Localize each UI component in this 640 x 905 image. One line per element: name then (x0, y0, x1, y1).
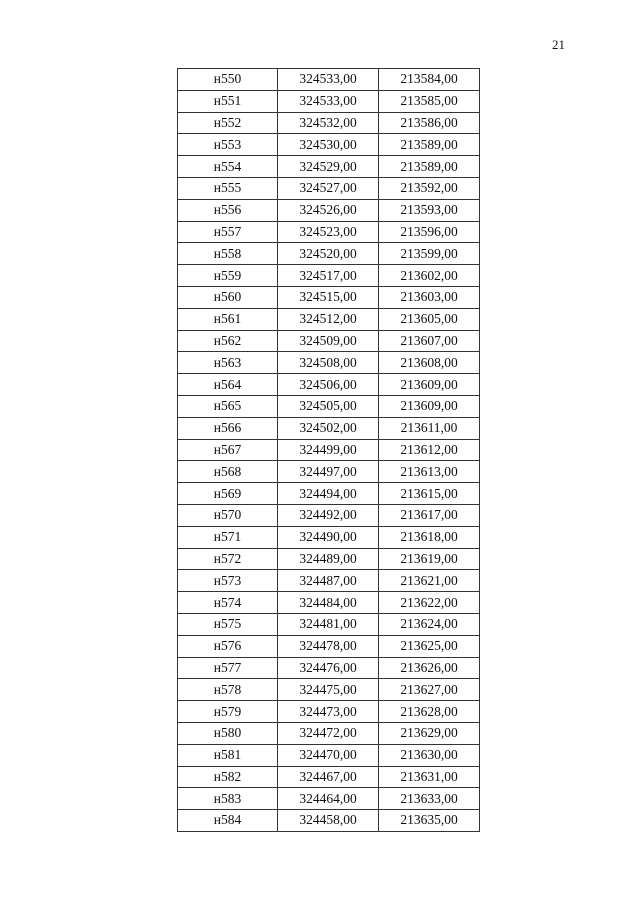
x-coordinate-cell: 324517,00 (278, 265, 379, 287)
table-row (178, 439, 480, 461)
point-id-cell: н577 (178, 657, 278, 679)
table-row (178, 657, 480, 679)
table-row (178, 526, 480, 548)
point-id-cell: н570 (178, 504, 278, 526)
point-id-cell: н563 (178, 352, 278, 374)
y-coordinate-cell: 213613,00 (379, 461, 480, 483)
y-coordinate-cell: 213585,00 (379, 90, 480, 112)
y-coordinate-cell: 213599,00 (379, 243, 480, 265)
y-coordinate-cell: 213627,00 (379, 679, 480, 701)
y-coordinate-cell: 213624,00 (379, 613, 480, 635)
y-coordinate-cell: 213633,00 (379, 788, 480, 810)
y-coordinate-cell: 213622,00 (379, 592, 480, 614)
x-coordinate-cell: 324490,00 (278, 526, 379, 548)
table-row (178, 461, 480, 483)
x-coordinate-cell: 324464,00 (278, 788, 379, 810)
y-coordinate-cell: 213589,00 (379, 156, 480, 178)
point-id-cell: н560 (178, 286, 278, 308)
point-id-cell: н561 (178, 308, 278, 330)
table-row (178, 330, 480, 352)
y-coordinate-cell: 213625,00 (379, 635, 480, 657)
x-coordinate-cell: 324470,00 (278, 744, 379, 766)
table-row (178, 134, 480, 156)
y-coordinate-cell: 213628,00 (379, 701, 480, 723)
x-coordinate-cell: 324473,00 (278, 701, 379, 723)
x-coordinate-cell: 324475,00 (278, 679, 379, 701)
point-id-cell: н564 (178, 374, 278, 396)
table-row (178, 243, 480, 265)
table-row (178, 722, 480, 744)
point-id-cell: н569 (178, 483, 278, 505)
point-id-cell: н556 (178, 199, 278, 221)
table-row (178, 701, 480, 723)
table-row (178, 483, 480, 505)
point-id-cell: н580 (178, 722, 278, 744)
x-coordinate-cell: 324530,00 (278, 134, 379, 156)
point-id-cell: н550 (178, 69, 278, 91)
x-coordinate-cell: 324497,00 (278, 461, 379, 483)
table-row (178, 613, 480, 635)
table-row (178, 221, 480, 243)
x-coordinate-cell: 324502,00 (278, 417, 379, 439)
x-coordinate-cell: 324515,00 (278, 286, 379, 308)
table-row (178, 69, 480, 91)
table-row (178, 635, 480, 657)
point-id-cell: н578 (178, 679, 278, 701)
y-coordinate-cell: 213593,00 (379, 199, 480, 221)
x-coordinate-cell: 324506,00 (278, 374, 379, 396)
point-id-cell: н584 (178, 810, 278, 832)
x-coordinate-cell: 324484,00 (278, 592, 379, 614)
point-id-cell: н551 (178, 90, 278, 112)
y-coordinate-cell: 213615,00 (379, 483, 480, 505)
table-row (178, 374, 480, 396)
x-coordinate-cell: 324458,00 (278, 810, 379, 832)
table-row (178, 548, 480, 570)
y-coordinate-cell: 213611,00 (379, 417, 480, 439)
table-row (178, 156, 480, 178)
x-coordinate-cell: 324532,00 (278, 112, 379, 134)
point-id-cell: н571 (178, 526, 278, 548)
x-coordinate-cell: 324533,00 (278, 90, 379, 112)
table-row (178, 504, 480, 526)
table-row (178, 352, 480, 374)
x-coordinate-cell: 324467,00 (278, 766, 379, 788)
x-coordinate-cell: 324529,00 (278, 156, 379, 178)
x-coordinate-cell: 324476,00 (278, 657, 379, 679)
table-row (178, 90, 480, 112)
x-coordinate-cell: 324505,00 (278, 395, 379, 417)
x-coordinate-cell: 324494,00 (278, 483, 379, 505)
table-row (178, 265, 480, 287)
y-coordinate-cell: 213618,00 (379, 526, 480, 548)
point-id-cell: н553 (178, 134, 278, 156)
point-id-cell: н566 (178, 417, 278, 439)
y-coordinate-cell: 213592,00 (379, 177, 480, 199)
point-id-cell: н583 (178, 788, 278, 810)
x-coordinate-cell: 324499,00 (278, 439, 379, 461)
table-row (178, 570, 480, 592)
point-id-cell: н554 (178, 156, 278, 178)
x-coordinate-cell: 324509,00 (278, 330, 379, 352)
y-coordinate-cell: 213630,00 (379, 744, 480, 766)
y-coordinate-cell: 213584,00 (379, 69, 480, 91)
y-coordinate-cell: 213631,00 (379, 766, 480, 788)
point-id-cell: н572 (178, 548, 278, 570)
table-row (178, 766, 480, 788)
point-id-cell: н579 (178, 701, 278, 723)
y-coordinate-cell: 213608,00 (379, 352, 480, 374)
x-coordinate-cell: 324481,00 (278, 613, 379, 635)
point-id-cell: н559 (178, 265, 278, 287)
table-row (178, 788, 480, 810)
x-coordinate-cell: 324472,00 (278, 722, 379, 744)
y-coordinate-cell: 213635,00 (379, 810, 480, 832)
y-coordinate-cell: 213596,00 (379, 221, 480, 243)
table-row (178, 810, 480, 832)
point-id-cell: н555 (178, 177, 278, 199)
y-coordinate-cell: 213607,00 (379, 330, 480, 352)
table-row (178, 308, 480, 330)
x-coordinate-cell: 324492,00 (278, 504, 379, 526)
y-coordinate-cell: 213605,00 (379, 308, 480, 330)
y-coordinate-cell: 213626,00 (379, 657, 480, 679)
point-id-cell: н557 (178, 221, 278, 243)
table-row (178, 112, 480, 134)
x-coordinate-cell: 324520,00 (278, 243, 379, 265)
y-coordinate-cell: 213589,00 (379, 134, 480, 156)
table-row (178, 417, 480, 439)
x-coordinate-cell: 324512,00 (278, 308, 379, 330)
page-number: 21 (552, 37, 565, 52)
x-coordinate-cell: 324487,00 (278, 570, 379, 592)
y-coordinate-cell: 213617,00 (379, 504, 480, 526)
coordinates-table (177, 68, 480, 832)
x-coordinate-cell: 324523,00 (278, 221, 379, 243)
x-coordinate-cell: 324533,00 (278, 69, 379, 91)
y-coordinate-cell: 213619,00 (379, 548, 480, 570)
table-row (178, 592, 480, 614)
table-row (178, 286, 480, 308)
y-coordinate-cell: 213612,00 (379, 439, 480, 461)
x-coordinate-cell: 324526,00 (278, 199, 379, 221)
x-coordinate-cell: 324508,00 (278, 352, 379, 374)
point-id-cell: н574 (178, 592, 278, 614)
y-coordinate-cell: 213629,00 (379, 722, 480, 744)
table-row (178, 395, 480, 417)
table-row (178, 744, 480, 766)
point-id-cell: н581 (178, 744, 278, 766)
y-coordinate-cell: 213603,00 (379, 286, 480, 308)
table-row (178, 177, 480, 199)
point-id-cell: н576 (178, 635, 278, 657)
point-id-cell: н565 (178, 395, 278, 417)
point-id-cell: н575 (178, 613, 278, 635)
y-coordinate-cell: 213609,00 (379, 374, 480, 396)
x-coordinate-cell: 324478,00 (278, 635, 379, 657)
point-id-cell: н573 (178, 570, 278, 592)
coordinates-table-body (178, 69, 480, 832)
point-id-cell: н562 (178, 330, 278, 352)
table-row (178, 679, 480, 701)
table-row (178, 199, 480, 221)
x-coordinate-cell: 324489,00 (278, 548, 379, 570)
y-coordinate-cell: 213621,00 (379, 570, 480, 592)
y-coordinate-cell: 213586,00 (379, 112, 480, 134)
point-id-cell: н567 (178, 439, 278, 461)
point-id-cell: н552 (178, 112, 278, 134)
y-coordinate-cell: 213609,00 (379, 395, 480, 417)
point-id-cell: н558 (178, 243, 278, 265)
x-coordinate-cell: 324527,00 (278, 177, 379, 199)
point-id-cell: н582 (178, 766, 278, 788)
point-id-cell: н568 (178, 461, 278, 483)
y-coordinate-cell: 213602,00 (379, 265, 480, 287)
